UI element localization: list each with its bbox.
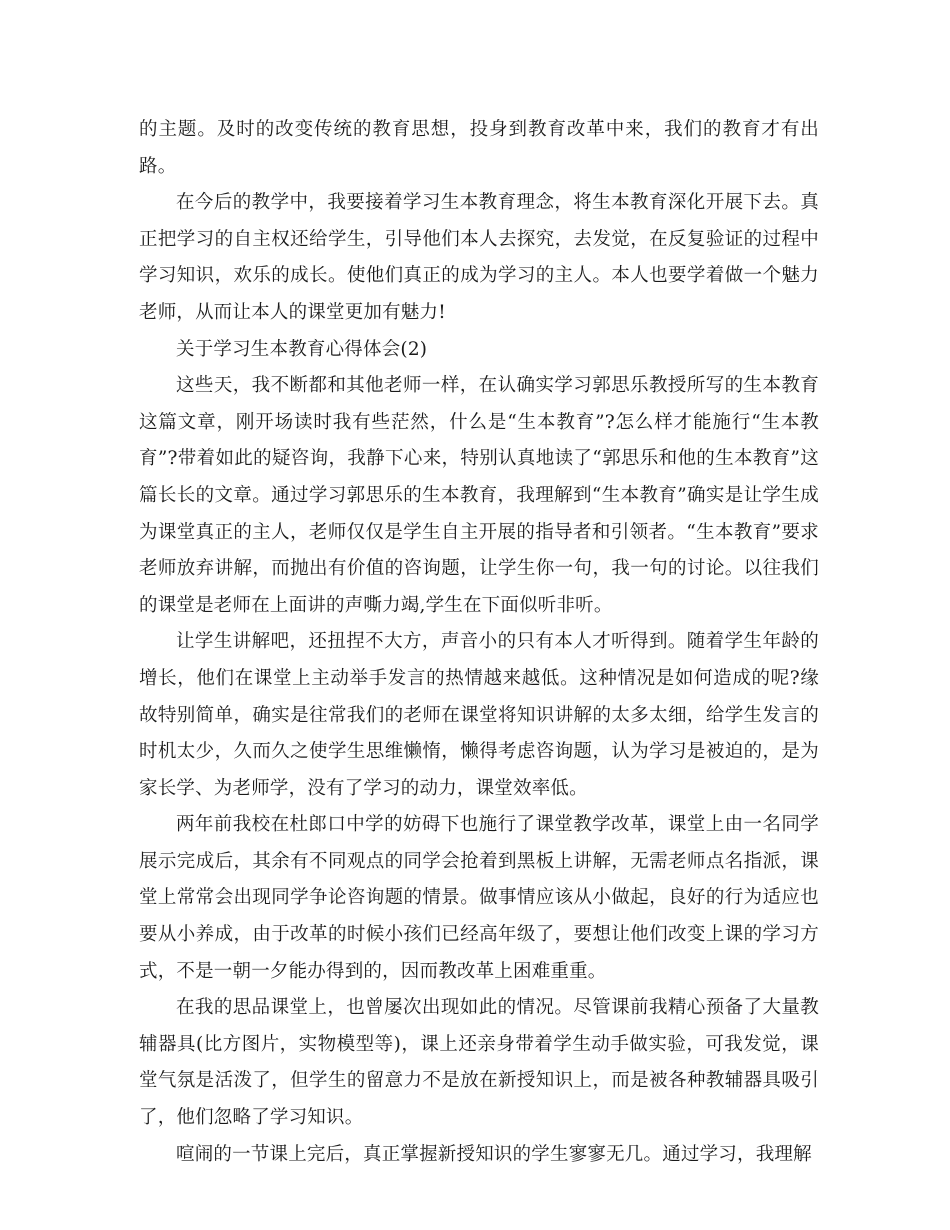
paragraph-moral-class: 在我的思品课堂上，也曾屡次出现如此的情况。尽管课前我精心预备了大量教辅器具(比方图片，实物模型等)，课上还亲身带着学生动手做实验，可我发觉，课堂气氛是活泼了，但学生的留意力不是放在新授知识上，而是被各种教辅器具吸引了，他们忽略了学习知识。 [139, 997, 819, 1129]
section-heading: 关于学习生本教育心得体会(2) [176, 338, 428, 360]
paragraph-student-speaking: 让学生讲解吧，还扭捏不大方，声音小的只有本人才听得到。随着学生年龄的增长，他们在课堂上主动举手发言的热情越来越低。这种情况是如何造成的呢?缘故特别简单，确实是往常我们的老师在课堂将知识讲解的太多太细，给学生发言的时机太少，久而久之使学生思维懒惰，懒得考虑咨询题，认为学习是被迫的，是为家长学、为老师学，没有了学习的动力，课堂效率低。 [139, 631, 819, 799]
paragraph-continuation: 的主题。及时的改变传统的教育思想，投身到教育改革中来，我们的教育才有出路。 [139, 119, 819, 177]
paragraph-lively-lesson: 喧闹的一节课上完后，真正掌握新授知识的学生寥寥无几。通过学习，我理解 [176, 1143, 812, 1165]
paragraph-learning-reflection: 这些天，我不断都和其他老师一样，在认确实学习郭思乐教授所写的生本教育这篇文章，刚开场读时我有些茫然，什么是“生本教育”?怎么样才能施行“生本教育”?带着如此的疑咨询，我静下心来，特别认真地读了“郭思乐和他的生本教育”这篇长长的文章。通过学习郭思乐的生本教育，我理解到“生本教育”确实是让学生成为课堂真正的主人，老师仅仅是学生自主开展的指导者和引领者。“生本教育”要求老师放弃讲解，而抛出有价值的咨询题，让学生你一句，我一句的讨论。以往我们的课堂是老师在上面讲的声嘶力竭,学生在下面似听非听。 [139, 375, 819, 616]
document-body [139, 112, 819, 1173]
paragraph-future-teaching: 在今后的教学中，我要接着学习生本教育理念，将生本教育深化开展下去。真正把学习的自主权还给学生，引导他们本人去探究，去发觉，在反复验证的过程中学习知识，欢乐的成长。使他们真正的成为学习的主人。本人也要学着做一个魅力老师，从而让本人的课堂更加有魅力! [139, 192, 819, 323]
paragraph-school-reform: 两年前我校在杜郎口中学的妨碍下也施行了课堂教学改革，课堂上由一名同学展示完成后，其余有不同观点的同学会抢着到黑板上讲解，无需老师点名指派，课堂上常常会出现同学争论咨询题的情景。做事情应该从小做起，良好的行为适应也要从小养成，由于改革的时候小孩们已经高年级了，要想让他们改变上课的学习方式，不是一朝一夕能办得到的，因而教改革上困难重重。 [139, 814, 819, 982]
